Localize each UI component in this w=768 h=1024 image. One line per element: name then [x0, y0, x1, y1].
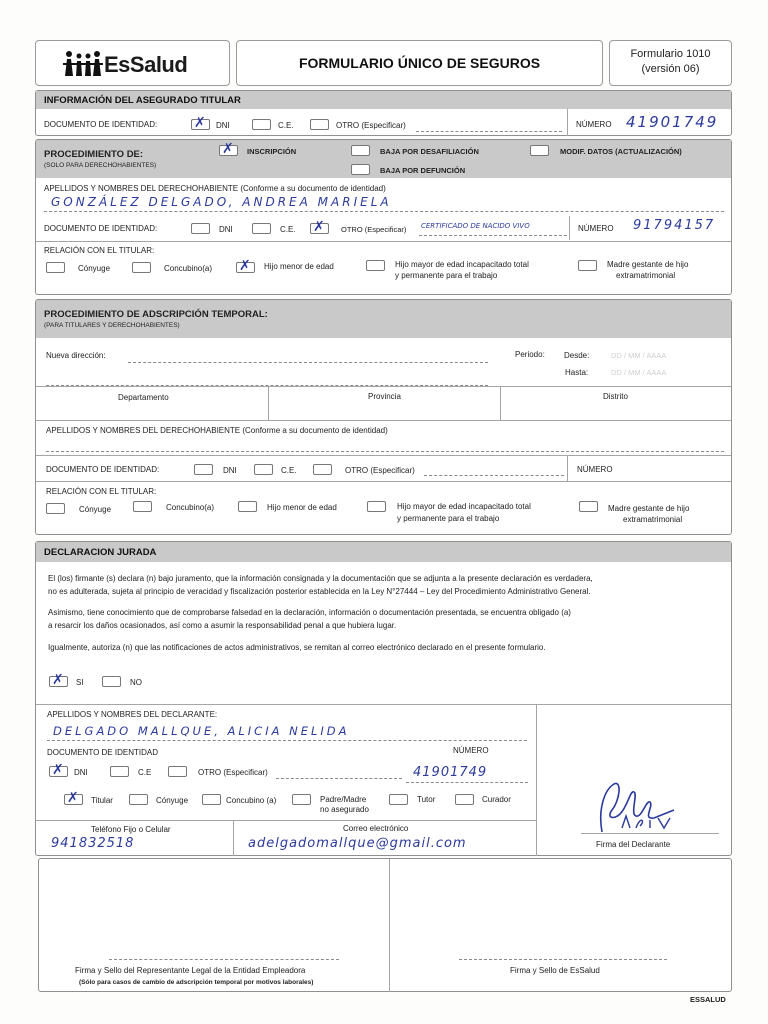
concubino-label: Concubino(a): [164, 264, 213, 273]
divider: [36, 386, 731, 387]
adscripcion-num-label: NÚMERO: [577, 465, 613, 474]
periodo-label: Periodo:: [515, 350, 545, 359]
check-x-icon: ✗: [52, 762, 64, 778]
adscripcion-heading: [44, 309, 268, 329]
divider: [36, 420, 731, 421]
check-x-icon: ✗: [52, 672, 64, 688]
derechohabiente-doc-label: DOCUMENTO DE IDENTIDAD:: [44, 224, 158, 233]
hijo-mayor-checkbox[interactable]: [366, 260, 385, 271]
check-x-icon: ✗: [194, 115, 206, 131]
adscripcion-hijo-mayor-label-1: Hijo mayor de edad incapacitado total: [397, 502, 531, 511]
title-box: [236, 40, 603, 86]
derechohabiente-num-label: NÚMERO: [578, 224, 614, 233]
derechohabiente-dni-checkbox[interactable]: [191, 223, 210, 234]
adscripcion-section: [35, 299, 732, 535]
hijo-menor-checkbox[interactable]: [236, 258, 255, 274]
divider: [268, 386, 269, 420]
declaracion-section: [35, 541, 732, 856]
declaracion-p2b: a resarcir los daños ocasionados, así como a asumir la responsabilidad penal a que hubiera lugar.: [48, 621, 397, 630]
modif-label: MODIF. DATOS (ACTUALIZACIÓN): [560, 147, 682, 156]
correo-label: Correo electrónico: [343, 824, 409, 833]
si-checkbox[interactable]: [49, 672, 68, 688]
derechohabiente-ce-label: C.E.: [280, 225, 296, 234]
adscripcion-concubino-checkbox[interactable]: [133, 501, 152, 512]
tutor-role-label: Tutor: [417, 795, 436, 804]
check-x-icon: ✗: [222, 141, 234, 157]
no-label: NO: [130, 678, 142, 687]
adscripcion-otro-line: [424, 475, 564, 476]
padre-role-label-2: no asegurado: [320, 805, 369, 814]
firma-essalud-line: [459, 959, 667, 960]
logo-text: EsSalud: [104, 52, 188, 77]
desde-date-input[interactable]: DD / MM / AAAA: [611, 351, 667, 360]
divider: [569, 216, 570, 240]
adscripcion-doc-label: DOCUMENTO DE IDENTIDAD:: [46, 465, 160, 474]
procedimiento-section: [35, 139, 732, 295]
declarante-ce-label: C.E: [138, 768, 152, 777]
concubino-role-checkbox[interactable]: [202, 794, 221, 805]
declaracion-p1a: El (los) firmante (s) declara (n) bajo juramento, que la información consignada y la documentación que se adjunta a la presente declaración es verdadera,: [48, 574, 593, 583]
adscripcion-concubino-label: Concubino(a): [166, 503, 215, 512]
titular-heading: INFORMACIÓN DEL ASEGURADO TITULAR: [36, 91, 731, 109]
adscripcion-relacion-label: RELACIÓN CON EL TITULAR:: [46, 487, 157, 496]
titular-section: [35, 90, 732, 136]
padre-role-checkbox[interactable]: [292, 794, 311, 805]
adscripcion-madre-label-1: Madre gestante de hijo: [608, 504, 690, 513]
adscripcion-dni-label: DNI: [223, 466, 237, 475]
si-label: SI: [76, 678, 84, 687]
hasta-label: Hasta:: [565, 368, 589, 377]
correo-value[interactable]: adelgadomallque@gmail.com: [248, 836, 467, 851]
titular-otro-line: [416, 131, 562, 132]
otro-line: [419, 235, 567, 236]
check-x-icon: ✗: [239, 258, 251, 274]
declarante-names-label: APELLIDOS Y NOMBRES DEL DECLARANTE:: [47, 710, 218, 719]
inscripcion-label: INSCRIPCIÓN: [247, 147, 297, 156]
divider: [500, 386, 501, 420]
check-x-icon: ✗: [67, 790, 79, 806]
derechohabiente-dni-label: DNI: [219, 225, 233, 234]
derechohabiente-names-label: APELLIDOS Y NOMBRES DEL DERECHOHABIENTE (Conforme a su documento de identidad): [44, 184, 386, 193]
form-version: (versión 06): [641, 63, 700, 75]
baja-defuncion-label: BAJA POR DEFUNCIÓN: [380, 166, 466, 175]
conyuge-checkbox[interactable]: [46, 262, 65, 273]
declarante-doc-label: DOCUMENTO DE IDENTIDAD: [47, 748, 158, 757]
divider: [36, 455, 731, 456]
divider: [389, 859, 390, 992]
nueva-direccion-label: Nueva dirección:: [46, 351, 106, 360]
conyuge-role-label: Cónyuge: [156, 796, 189, 805]
adscripcion-ce-label: C.E.: [281, 466, 297, 475]
divider: [36, 481, 731, 482]
titular-doc-label: DOCUMENTO DE IDENTIDAD:: [44, 120, 158, 129]
titular-ce-checkbox[interactable]: [252, 119, 271, 130]
firma-empleador-label-1: Firma y Sello del Representante Legal de la Entidad Empleadora: [75, 966, 306, 975]
divider: [536, 704, 537, 856]
declarante-num-label: NÚMERO: [453, 746, 489, 755]
declaracion-heading: DECLARACION JURADA: [36, 542, 731, 562]
divider: [567, 455, 568, 481]
curador-role-label: Curador: [482, 795, 511, 804]
madre-gestante-label-2: extramatrimonial: [616, 271, 676, 280]
madre-gestante-label-1: Madre gestante de hijo: [607, 260, 689, 269]
titular-ce-label: C.E.: [278, 121, 294, 130]
adscripcion-madre-label-2: extramatrimonial: [623, 515, 683, 524]
concubino-role-label: Concubino (a): [226, 796, 277, 805]
inscripcion-checkbox[interactable]: [219, 141, 238, 157]
titular-otro-label: OTRO (Especificar): [336, 121, 406, 130]
adscripcion-dni-checkbox[interactable]: [194, 464, 213, 475]
declarante-num-line: [406, 782, 528, 783]
procedimiento-title: PROCEDIMIENTO DE:: [44, 149, 144, 160]
modif-checkbox[interactable]: [530, 145, 549, 156]
concubino-checkbox[interactable]: [132, 262, 151, 273]
declarante-ce-checkbox[interactable]: [110, 766, 129, 777]
adscripcion-conyuge-checkbox[interactable]: [46, 503, 65, 514]
adscripcion-otro-checkbox[interactable]: [313, 464, 332, 475]
adscripcion-names-line: [46, 451, 724, 452]
provincia-label: Provincia: [368, 392, 401, 401]
relacion-label: RELACIÓN CON EL TITULAR:: [44, 246, 155, 255]
departamento-label: Departamento: [118, 393, 169, 402]
adscripcion-hijo-mayor-checkbox[interactable]: [367, 501, 386, 512]
derechohabiente-ce-checkbox[interactable]: [252, 223, 271, 234]
titular-role-checkbox[interactable]: [64, 790, 83, 806]
adscripcion-hijo-menor-label: Hijo menor de edad: [267, 503, 337, 512]
derechohabiente-otro-value[interactable]: CERTIFICADO DE NACIDO VIVO: [421, 222, 530, 230]
adscripcion-names-label: APELLIDOS Y NOMBRES DEL DERECHOHABIENTE (Conforme a su documento de identidad): [46, 426, 388, 435]
padre-role-label-1: Padre/Madre: [320, 795, 367, 804]
declaracion-p1b: no es adulterada, sujeta al principio de veracidad y fiscalización posterior establecida en la Ley N°27444 – Ley del Procedimiento Administrativo General.: [48, 587, 591, 596]
declarante-num-value[interactable]: 41901749: [413, 765, 488, 780]
adscripcion-ce-checkbox[interactable]: [254, 464, 273, 475]
derechohabiente-otro-label: OTRO (Especificar): [341, 225, 407, 234]
form-title: FORMULARIO ÚNICO DE SEGUROS: [298, 55, 541, 71]
no-checkbox[interactable]: [102, 676, 121, 687]
hijo-mayor-label-1: Hijo mayor de edad incapacitado total: [395, 260, 529, 269]
direccion-line-1: [128, 362, 488, 363]
adscripcion-hijo-mayor-label-2: y permanente para el trabajo: [397, 514, 500, 523]
divider: [36, 704, 731, 705]
divider: [233, 820, 234, 856]
declarante-otro-checkbox[interactable]: [168, 766, 187, 777]
curador-role-checkbox[interactable]: [455, 794, 474, 805]
derechohabiente-num-value[interactable]: 91794157: [633, 218, 716, 233]
derechohabiente-otro-checkbox[interactable]: [310, 219, 329, 235]
conyuge-label: Cónyuge: [78, 264, 111, 273]
adscripcion-title: PROCEDIMIENTO DE ADSCRIPCIÓN TEMPORAL:: [44, 309, 268, 320]
telefono-value[interactable]: 941832518: [51, 836, 135, 851]
titular-dni-label: DNI: [216, 121, 230, 130]
madre-gestante-checkbox[interactable]: [578, 260, 597, 271]
procedimiento-sub: (SOLO PARA DERECHOHABIENTES): [44, 162, 157, 169]
hijo-mayor-label-2: y permanente para el trabajo: [395, 271, 498, 280]
tutor-role-checkbox[interactable]: [389, 794, 408, 805]
adscripcion-madre-checkbox[interactable]: [579, 501, 598, 512]
form-number: Formulario 1010: [630, 48, 711, 60]
divider: [567, 109, 568, 136]
check-x-icon: ✗: [313, 219, 325, 235]
declarante-otro-label: OTRO (Especificar): [198, 768, 268, 777]
titular-num-label: NÚMERO: [576, 120, 612, 129]
adscripcion-conyuge-label: Cónyuge: [79, 505, 112, 514]
declarante-dni-label: DNI: [74, 768, 88, 777]
divider: [36, 820, 536, 821]
declarante-names-line: [47, 740, 527, 741]
distrito-label: Distrito: [603, 392, 628, 401]
baja-desafiliacion-label: BAJA POR DESAFILIACIÓN: [380, 147, 479, 156]
titular-dni-checkbox[interactable]: [191, 115, 210, 131]
names-line: [44, 211, 724, 212]
declaracion-p2a: Asimismo, tiene conocimiento que de comprobarse falsedad en la declaración, información o documentación presentada, se encuentra obligado (a): [48, 608, 571, 617]
telefono-label: Teléfono Fijo o Celular: [91, 825, 171, 834]
declaracion-p3: Igualmente, autoriza (n) que las notificaciones de actos administrativos, se remitan al correo electrónico declarado en el presente formulario.: [48, 643, 546, 652]
hasta-date-input[interactable]: DD / MM / AAAA: [611, 368, 667, 377]
baja-defuncion-checkbox[interactable]: [351, 164, 370, 175]
desde-label: Desde:: [564, 351, 590, 360]
firma-essalud-label: Firma y Sello de EsSalud: [510, 966, 600, 975]
logo-box: [35, 40, 230, 86]
declarante-dni-checkbox[interactable]: [49, 762, 68, 778]
essalud-family-logo-icon: [63, 50, 103, 76]
baja-desafiliacion-checkbox[interactable]: [351, 145, 370, 156]
titular-otro-checkbox[interactable]: [310, 119, 329, 130]
firma-empleador-line: [109, 959, 339, 960]
declarante-signature-icon: [584, 770, 694, 840]
divider: [36, 241, 731, 242]
firmas-section: [38, 858, 732, 992]
declarante-names-value[interactable]: DELGADO MALLQUE, ALICIA NELIDA: [53, 724, 350, 738]
declarante-otro-line: [276, 778, 402, 779]
procedimiento-heading: [44, 149, 156, 169]
adscripcion-otro-label: OTRO (Especificar): [345, 466, 415, 475]
footer-code: ESSALUD: [690, 995, 726, 1004]
hijo-menor-label: Hijo menor de edad: [264, 262, 334, 271]
firma-declarante-line: [581, 833, 719, 834]
conyuge-role-checkbox[interactable]: [129, 794, 148, 805]
titular-role-label: Titular: [91, 796, 113, 805]
titular-num-value[interactable]: 41901749: [626, 113, 719, 131]
derechohabiente-names-value[interactable]: GONZÁLEZ DELGADO, ANDREA MARIELA: [51, 195, 392, 209]
adscripcion-sub: (PARA TITULARES Y DERECHOHABIENTES): [44, 322, 180, 329]
adscripcion-hijo-menor-checkbox[interactable]: [238, 501, 257, 512]
form-number-box: [609, 40, 732, 86]
firma-declarante-label: Firma del Declarante: [596, 840, 671, 849]
firma-empleador-label-2: (Sólo para casos de cambio de adscripción temporal por motivos laborales): [79, 979, 314, 986]
